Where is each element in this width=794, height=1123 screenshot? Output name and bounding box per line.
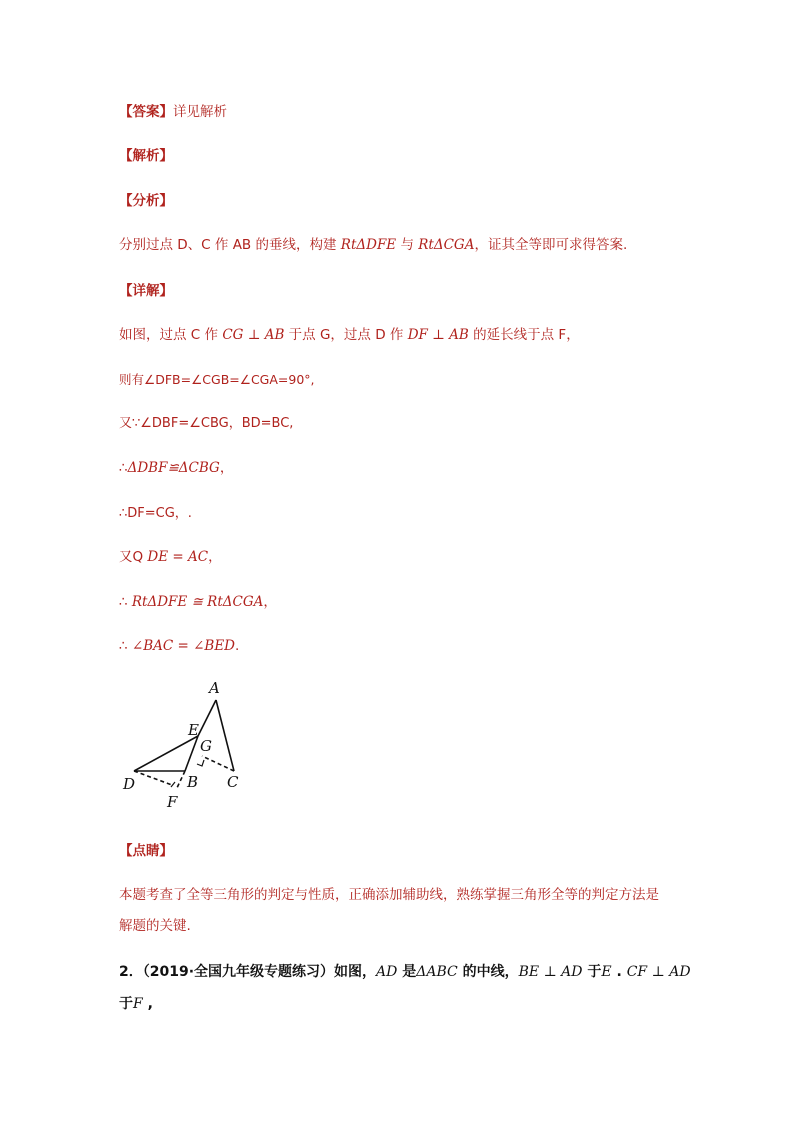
step-4 [119, 459, 233, 477]
step-1-text-3: 的延长线于点 F， [468, 327, 580, 343]
step-2: 则有∠DFB=∠CGB=∠CGA=90°, [119, 372, 315, 387]
step-7 [119, 593, 277, 611]
step-4-text-2: ， [219, 460, 234, 476]
step-6-text-1: 又Q [119, 549, 148, 565]
answer-text: 详见解析 [173, 104, 227, 120]
step-1 [119, 326, 580, 344]
fenxi-math-1: RtΔDFE [340, 237, 397, 253]
question-2-math-2: ΔABC [416, 964, 458, 980]
step-1-text-2: 于点 G，过点 D 作 [284, 327, 408, 343]
step-3: 又∵∠DBF=∠CBG，BD=BC, [119, 416, 294, 431]
answer-line [119, 103, 227, 121]
step-8 [119, 637, 239, 655]
right-angle-g [197, 760, 204, 766]
step-6-text-2: ， [208, 549, 222, 565]
step-7-math: RtΔDFE ≅ RtΔCGA [131, 594, 264, 610]
question-2-text-1: 是 [397, 964, 417, 980]
segment-ae [198, 700, 216, 736]
step-6 [119, 548, 222, 566]
label-b: B [187, 773, 199, 791]
geometry-figure [118, 678, 253, 813]
step-1-math-2: DF ⊥ AB [407, 327, 469, 343]
analysis-label: 【解析】 [119, 148, 173, 164]
label-e: E [188, 721, 199, 739]
fenxi-text-3: ，证其全等即可求得答案. [474, 237, 628, 253]
step-7-text-1: ∴ [119, 594, 132, 610]
question-2-prefix: 2．（2019·全国九年级专题练习）如图， [119, 964, 377, 980]
dianjing-line-2: 解题的关键. [119, 918, 191, 934]
segment-df [134, 771, 172, 785]
step-8-math: ∠BAC = ∠BED [131, 638, 236, 654]
step-7-text-2: ， [263, 594, 277, 610]
question-2-text-3: 于 [582, 964, 602, 980]
step-1-math-1: CG ⊥ AB [222, 327, 285, 343]
question-2-math-5: CF ⊥ AD [626, 964, 691, 980]
question-2-math-3: BE ⊥ AD [518, 964, 583, 980]
step-4-math: ΔDBF≌ΔCBG [127, 460, 220, 476]
right-angle-f [171, 782, 175, 787]
label-f: F [167, 793, 178, 811]
fenxi-text-2: 与 [396, 237, 419, 253]
dianjing-label: 【点睛】 [119, 843, 173, 859]
question-2-line-2 [119, 993, 153, 1013]
label-c: C [227, 773, 239, 791]
segment-ed [134, 736, 198, 771]
question-2-line-1 [119, 961, 691, 981]
segment-bf [176, 771, 185, 790]
question-2-text-4: . [611, 964, 627, 980]
step-8-text-2: . [235, 638, 240, 654]
question-2-math-1: AD [376, 964, 398, 980]
segment-ac [216, 700, 234, 771]
step-5: ∴DF=CG，. [119, 506, 192, 521]
label-d: D [123, 775, 136, 793]
fenxi-math-2: RtΔCGA [418, 237, 475, 253]
step-4-text-1: ∴ [119, 460, 128, 476]
question-2-math-4: E [601, 964, 612, 980]
question-2-text-2: 的中线， [457, 964, 519, 980]
fenxi-text-1: 分别过点 D、C 作 AB 的垂线，构建 [119, 237, 341, 253]
dianjing-line-1: 本题考查了全等三角形的判定与性质，正确添加辅助线，熟练掌握三角形全等的判定方法是 [119, 887, 659, 903]
label-a: A [209, 679, 220, 697]
step-6-math: DE = AC [147, 549, 209, 565]
question-2-line-2-text-1: 于 [119, 996, 133, 1012]
step-1-text-1: 如图，过点 C 作 [119, 327, 223, 343]
fenxi-label: 【分析】 [119, 193, 173, 209]
step-8-text-1: ∴ [119, 638, 132, 654]
question-2-line-2-text-2: , [142, 996, 153, 1012]
fenxi-text [119, 236, 627, 254]
question-2-line-2-math: F [133, 996, 143, 1012]
answer-label: 【答案】 [119, 104, 173, 120]
label-g: G [200, 737, 212, 755]
xiangjie-label: 【详解】 [119, 283, 173, 299]
segment-cg [202, 756, 234, 771]
